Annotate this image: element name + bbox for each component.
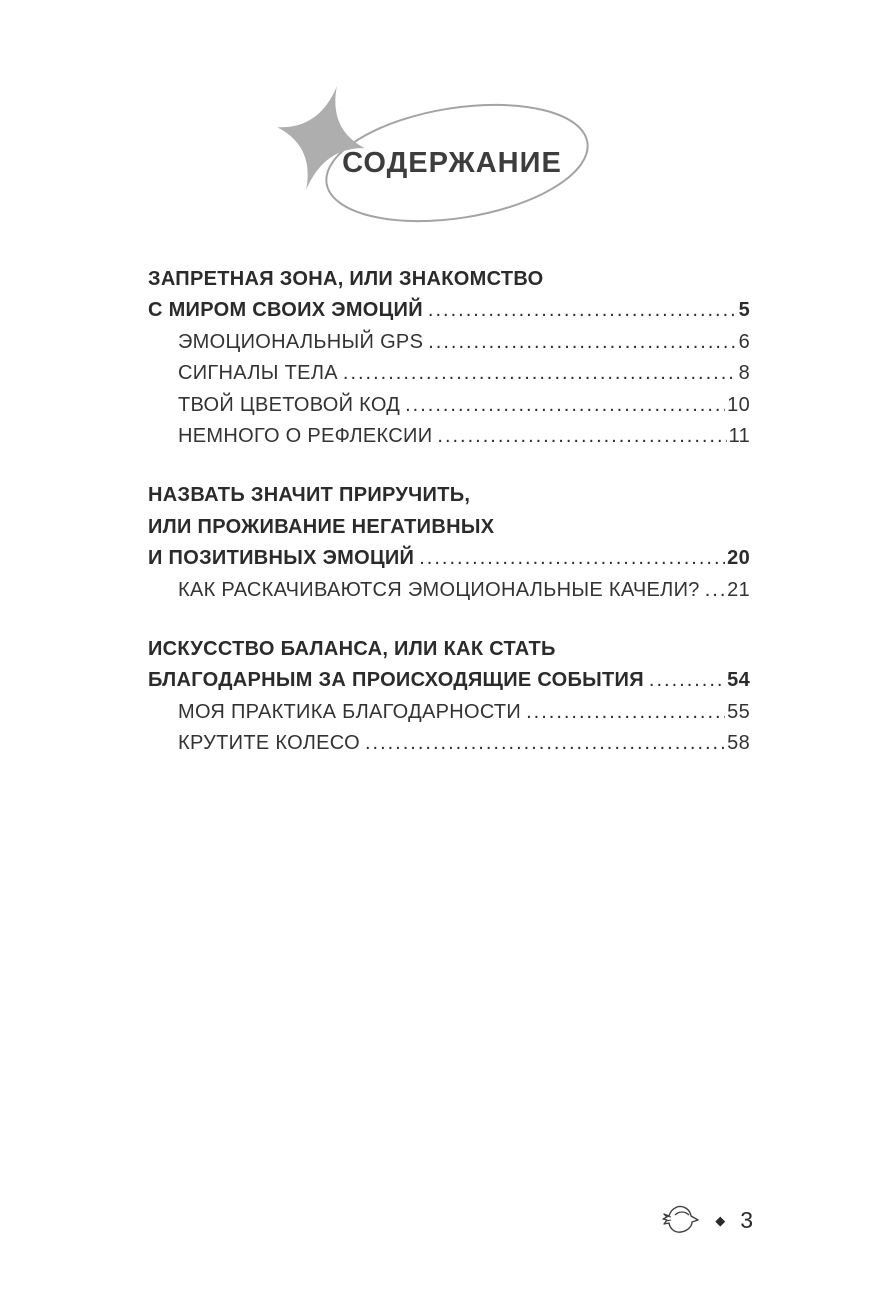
page-number: 11 — [728, 424, 750, 447]
toc-chapter-row — [148, 669, 750, 700]
dot-leader — [437, 425, 726, 448]
toc-chapter-text: БЛАГОДАРНЫМ ЗА ПРОИСХОДЯЩИЕ СОБЫТИЯ — [148, 669, 644, 692]
dot-leader — [428, 299, 737, 322]
dot-leader — [526, 701, 725, 724]
toc-section — [148, 638, 750, 764]
page-number: 6 — [738, 330, 750, 353]
page-number: 10 — [727, 393, 750, 416]
page-number: 20 — [727, 547, 750, 570]
toc-chapter-text: ЗАПРЕТНАЯ ЗОНА, ИЛИ ЗНАКОМСТВО — [148, 268, 544, 290]
toc-chapter-line — [148, 268, 750, 299]
page-number: 8 — [738, 362, 750, 385]
toc-section — [148, 484, 750, 610]
toc-subentry-text: ТВОЙ ЦВЕТОВОЙ КОД — [178, 393, 401, 416]
page-title: СОДЕРЖАНИЕ — [342, 147, 562, 179]
toc-subentry-row — [148, 362, 750, 393]
toc-chapter-text: ИЛИ ПРОЖИВАНИЕ НЕГАТИВНЫХ — [148, 515, 495, 538]
toc-subentry-text: ЭМОЦИОНАЛЬНЫЙ GPS — [178, 330, 424, 353]
toc-subentry-row — [148, 394, 750, 425]
page-number: 54 — [727, 669, 750, 692]
toc-chapter-text: НАЗВАТЬ ЗНАЧИТ ПРИРУЧИТЬ, — [148, 484, 471, 507]
diamond-icon: ◆ — [715, 1212, 726, 1228]
folio-page-number: 3 — [740, 1206, 753, 1233]
toc-subentry-text: СИГНАЛЫ ТЕЛА — [178, 362, 338, 385]
page-number: 5 — [738, 299, 750, 322]
dot-leader — [649, 669, 725, 692]
dot-leader — [428, 331, 736, 354]
toc-chapter-text: И ПОЗИТИВНЫХ ЭМОЦИЙ — [148, 547, 415, 570]
dot-leader — [343, 362, 737, 385]
toc-subentry-row — [148, 579, 750, 610]
toc-chapter-text: ИСКУССТВО БАЛАНСА, ИЛИ КАК СТАТЬ — [148, 637, 556, 660]
toc-subentry-text: КРУТИТЕ КОЛЕСО — [178, 732, 360, 755]
toc-chapter-row — [148, 547, 750, 578]
page-number: 21 — [727, 578, 750, 601]
bird-icon — [662, 1203, 700, 1237]
dot-leader — [365, 732, 725, 755]
page-number: 55 — [727, 700, 750, 723]
page-number: 58 — [727, 732, 750, 755]
toc-chapter-line — [148, 516, 750, 547]
toc-subentry-row — [148, 701, 750, 732]
toc-section — [148, 268, 750, 456]
toc-subentry-row — [148, 331, 750, 362]
table-of-contents — [148, 268, 750, 763]
toc-subentry-text: МОЯ ПРАКТИКА БЛАГОДАРНОСТИ — [178, 700, 522, 723]
dot-leader — [705, 579, 725, 602]
toc-subentry-text: КАК РАСКАЧИВАЮТСЯ ЭМОЦИОНАЛЬНЫЕ КАЧЕЛИ? — [178, 578, 700, 601]
page-footer — [662, 1200, 753, 1240]
toc-chapter-line — [148, 638, 750, 669]
toc-chapter-text: С МИРОМ СВОИХ ЭМОЦИЙ — [148, 299, 423, 322]
dot-leader — [405, 394, 725, 417]
toc-subentry-row — [148, 732, 750, 763]
toc-chapter-line — [148, 484, 750, 515]
toc-subentry-row — [148, 425, 750, 456]
toc-subentry-text: НЕМНОГО О РЕФЛЕКСИИ — [178, 424, 433, 447]
toc-chapter-row — [148, 299, 750, 330]
dot-leader — [419, 547, 725, 570]
